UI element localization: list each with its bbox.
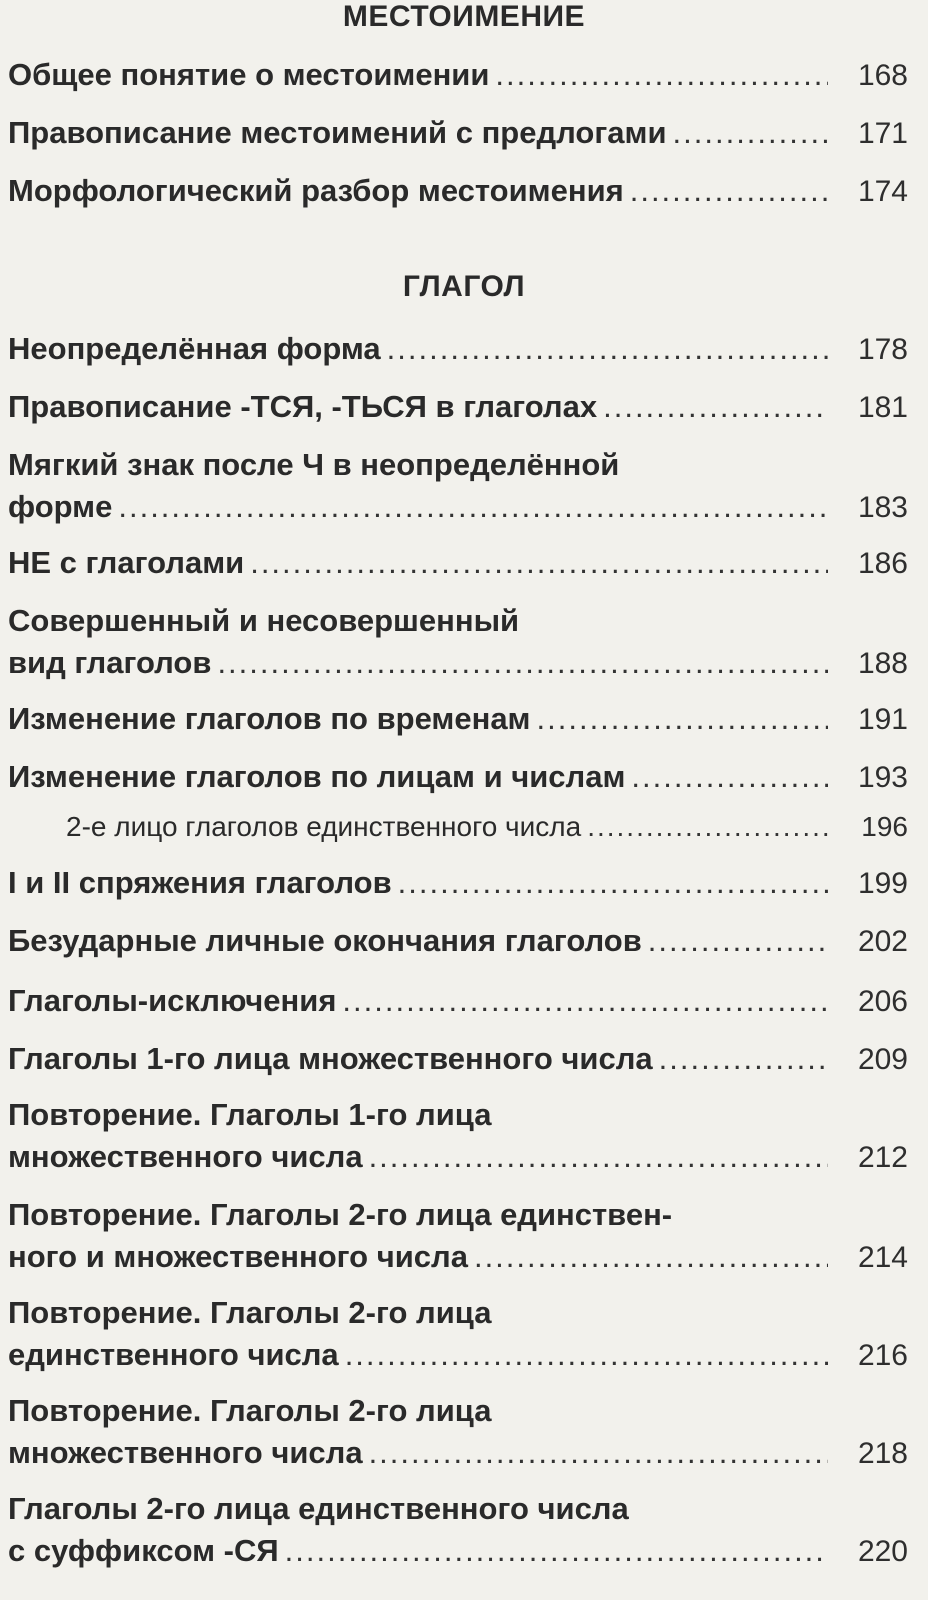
dot-leader — [495, 54, 828, 96]
toc-entry[interactable] — [8, 1038, 908, 1081]
toc-entry-title-line2: ного и множественного числа — [8, 1239, 468, 1274]
toc-entry-title: Общее понятие о местоимении — [8, 57, 490, 92]
toc-page-number: 186 — [857, 547, 908, 580]
toc-entry-title-line2: вид глаголов — [8, 645, 212, 680]
toc-subentry[interactable] — [66, 806, 908, 848]
dot-leader — [659, 1038, 828, 1080]
dot-leader — [369, 1432, 828, 1474]
toc-page-number: 206 — [857, 985, 908, 1018]
toc-entry-title: Неопределённая форма — [8, 331, 381, 366]
toc-entry[interactable] — [8, 170, 908, 213]
dot-leader — [387, 328, 828, 370]
toc-page-number: 199 — [857, 867, 908, 900]
toc-entry[interactable] — [8, 1292, 908, 1377]
toc-page-number: 220 — [857, 1535, 908, 1568]
dot-leader — [345, 1334, 828, 1376]
toc-page-number: 174 — [857, 175, 908, 208]
toc-entry-title: I и II спряжения глаголов — [8, 865, 392, 900]
toc-entry[interactable] — [8, 698, 908, 741]
toc-entry[interactable] — [8, 328, 908, 371]
toc-entry[interactable] — [8, 1094, 908, 1179]
toc-entry-title-line2: множественного числа — [8, 1435, 363, 1470]
toc-entry-title-line1: Глаголы 2-го лица единственного числа — [8, 1491, 629, 1526]
toc-page-number: 178 — [857, 333, 908, 366]
toc-page-number: 216 — [857, 1339, 908, 1372]
toc-entry-title-line1: Совершенный и несовершенный — [8, 603, 520, 638]
toc-entry-title: Глаголы-исключения — [8, 983, 337, 1018]
toc-entry[interactable] — [8, 444, 908, 529]
toc-entry[interactable] — [8, 1488, 908, 1573]
dot-leader — [342, 980, 828, 1022]
toc-entry[interactable] — [8, 980, 908, 1023]
toc-entry-title: Изменение глаголов по временам — [8, 701, 531, 736]
toc-entry[interactable] — [8, 600, 908, 685]
toc-entry-title-line2: множественного числа — [8, 1139, 363, 1174]
toc-entry[interactable] — [8, 756, 908, 799]
toc-entry-title: Морфологический разбор местоимения — [8, 173, 624, 208]
toc-page-number: 214 — [857, 1241, 908, 1274]
toc-page-number: 168 — [857, 59, 908, 92]
toc-entry[interactable] — [8, 54, 908, 97]
dot-leader — [648, 920, 828, 962]
toc-entry-title-line1: Повторение. Глаголы 2-го лица — [8, 1393, 492, 1428]
toc-page-number: 191 — [857, 703, 908, 736]
toc-entry-title-line1: Повторение. Глаголы 1-го лица — [8, 1097, 492, 1132]
toc-entry-title: Безударные личные окончания глаголов — [8, 923, 642, 958]
toc-entry-title: Глаголы 1-го лица множественного числа — [8, 1041, 653, 1076]
toc-page-number: 183 — [857, 491, 908, 524]
toc-page-number: 181 — [857, 391, 908, 424]
toc-entry[interactable] — [8, 112, 908, 155]
toc-page-number: 202 — [857, 925, 908, 958]
toc-entry[interactable] — [8, 1390, 908, 1475]
toc-page-number: 196 — [861, 811, 908, 842]
dot-leader — [631, 756, 828, 798]
toc-entry[interactable] — [8, 1194, 908, 1279]
toc-entry-title-line1: Повторение. Глаголы 2-го лица — [8, 1295, 492, 1330]
toc-page-number: 218 — [857, 1437, 908, 1470]
section-heading-verb: ГЛАГОЛ — [402, 270, 526, 303]
dot-leader — [630, 170, 828, 212]
dot-leader — [285, 1530, 828, 1572]
dot-leader — [118, 486, 828, 528]
toc-entry-title-line2: единственного числа — [8, 1337, 339, 1372]
dot-leader — [369, 1136, 828, 1178]
toc-page-number: 171 — [857, 117, 908, 150]
toc-entry-title-line2: с суффиксом -СЯ — [8, 1533, 279, 1568]
toc-page-number: 212 — [857, 1141, 908, 1174]
dot-leader — [587, 806, 828, 848]
toc-entry-title-line2: форме — [8, 489, 113, 524]
toc-entry-title-line1: Повторение. Глаголы 2-го лица единствен- — [8, 1197, 673, 1232]
dot-leader — [398, 862, 828, 904]
toc-entry[interactable] — [8, 862, 908, 905]
section-heading-pronoun: МЕСТОИМЕНИЕ — [342, 0, 586, 33]
toc-entry[interactable] — [8, 386, 908, 429]
dot-leader — [537, 698, 829, 740]
toc-entry[interactable] — [8, 542, 908, 585]
toc-entry-title: Правописание местоимений с предлогами — [8, 115, 667, 150]
toc-page-number: 193 — [857, 761, 908, 794]
dot-leader — [250, 542, 828, 584]
toc-entry-title: НЕ с глаголами — [8, 545, 245, 580]
dot-leader — [217, 642, 828, 684]
toc-entry-title: 2-е лицо глаголов единственного числа — [66, 811, 582, 842]
toc-entry[interactable] — [8, 920, 908, 963]
toc-page-number: 209 — [857, 1043, 908, 1076]
toc-page-number: 188 — [857, 647, 908, 680]
toc-entry-title-line1: Мягкий знак после Ч в неопределённой — [8, 447, 620, 482]
toc-entry-title: Изменение глаголов по лицам и числам — [8, 759, 626, 794]
toc-entry-title: Правописание -ТСЯ, -ТЬСЯ в глаголах — [8, 389, 598, 424]
dot-leader — [474, 1236, 828, 1278]
dot-leader — [603, 386, 828, 428]
dot-leader — [673, 112, 828, 154]
